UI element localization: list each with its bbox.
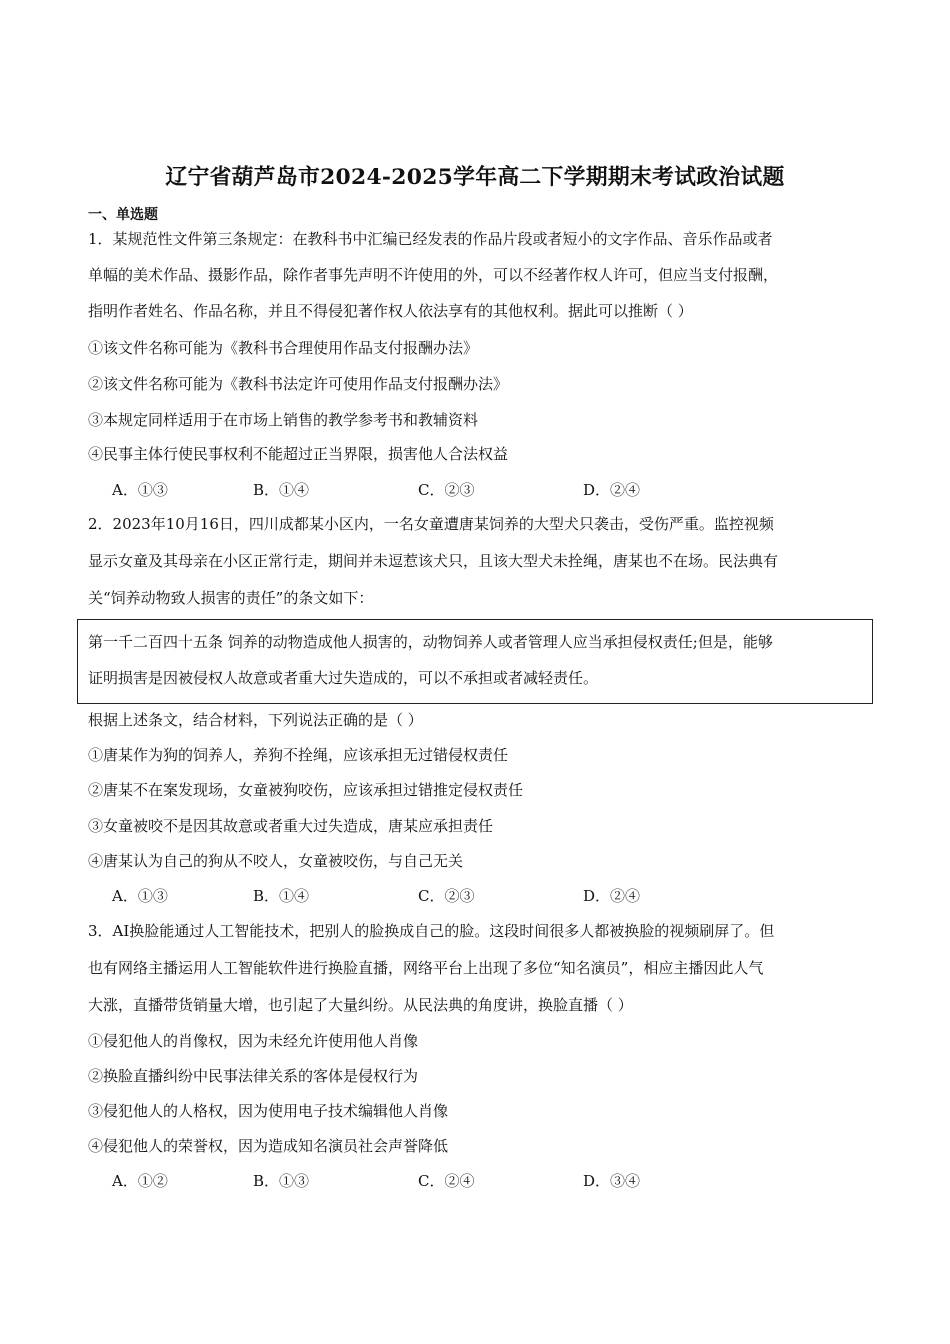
q2-stem-line-1: 2．2023年10月16日，四川成都某小区内，一名女童遭唐某饲养的大型犬只袭击，受伤严重。监控视频 bbox=[88, 515, 774, 533]
q2-option-1: ①唐某作为狗的饲养人，养狗不拴绳，应该承担无过错侵权责任 bbox=[88, 746, 509, 764]
q3-option-2: ②换脸直播纠纷中民事法律关系的客体是侵权行为 bbox=[88, 1067, 419, 1085]
q2-prompt: 根据上述条文，结合材料，下列说法正确的是（ ） bbox=[88, 711, 423, 729]
q2-option-3: ③女童被咬不是因其故意或者重大过失造成，唐某应承担责任 bbox=[88, 817, 494, 835]
q2-option-4: ④唐某认为自己的狗从不咬人，女童被咬伤，与自己无关 bbox=[88, 852, 464, 870]
q1-option-2: ②该文件名称可能为《教科书法定许可使用作品支付报酬办法》 bbox=[88, 375, 509, 393]
q3-choice-c[interactable]: C．②④ bbox=[418, 1172, 475, 1190]
q3-option-4: ④侵犯他人的荣誉权，因为造成知名演员社会声誉降低 bbox=[88, 1137, 449, 1155]
law-article-line-2: 证明损害是因被侵权人故意或者重大过失造成的，可以不承担或者减轻责任。 bbox=[88, 669, 599, 687]
q3-stem-line-1: 3．AI换脸能通过人工智能技术，把别人的脸换成自己的脸。这段时间很多人都被换脸的视频刷屏了。但 bbox=[88, 922, 775, 940]
q2-choice-c[interactable]: C．②③ bbox=[418, 887, 475, 905]
q1-choice-a[interactable]: A．①③ bbox=[112, 481, 168, 499]
q1-stem-line-1: 1．某规范性文件第三条规定：在教科书中汇编已经发表的作品片段或者短小的文字作品、音乐作品或者 bbox=[88, 230, 773, 248]
q1-choice-d[interactable]: D．②④ bbox=[583, 481, 641, 499]
q2-choice-b[interactable]: B．①④ bbox=[253, 887, 310, 905]
q3-option-3: ③侵犯他人的人格权，因为使用电子技术编辑他人肖像 bbox=[88, 1102, 449, 1120]
law-article-box bbox=[77, 619, 873, 704]
law-article-line-1: 第一千二百四十五条 饲养的动物造成他人损害的，动物饲养人或者管理人应当承担侵权责任;但是，能够 bbox=[88, 633, 773, 651]
q3-stem-line-3: 大涨，直播带货销量大增，也引起了大量纠纷。从民法典的角度讲，换脸直播（ ） bbox=[88, 996, 633, 1014]
q2-option-2: ②唐某不在案发现场，女童被狗咬伤，应该承担过错推定侵权责任 bbox=[88, 781, 524, 799]
page-title: 辽宁省葫芦岛市2024-2025学年高二下学期期末考试政治试题 bbox=[165, 165, 785, 190]
section-heading: 一、单选题 bbox=[88, 207, 158, 223]
q3-choice-d[interactable]: D．③④ bbox=[583, 1172, 641, 1190]
q3-stem-line-2: 也有网络主播运用人工智能软件进行换脸直播，网络平台上出现了多位“知名演员”，相应主播因此人气 bbox=[88, 959, 764, 977]
q1-option-4: ④民事主体行使民事权利不能超过正当界限，损害他人合法权益 bbox=[88, 445, 509, 463]
q1-option-3: ③本规定同样适用于在市场上销售的教学参考书和教辅资料 bbox=[88, 411, 479, 429]
q1-option-1: ①该文件名称可能为《教科书合理使用作品支付报酬办法》 bbox=[88, 339, 479, 357]
q1-stem-line-2: 单幅的美术作品、摄影作品，除作者事先声明不许使用的外，可以不经著作权人许可，但应当支付报酬， bbox=[88, 266, 779, 284]
q2-choice-d[interactable]: D．②④ bbox=[583, 887, 641, 905]
q3-option-1: ①侵犯他人的肖像权，因为未经允许使用他人肖像 bbox=[88, 1032, 419, 1050]
q1-choice-b[interactable]: B．①④ bbox=[253, 481, 310, 499]
q3-choice-a[interactable]: A．①② bbox=[112, 1172, 168, 1190]
q2-stem-line-2: 显示女童及其母亲在小区正常行走，期间并未逗惹该犬只，且该大型犬未拴绳，唐某也不在场。民法典有 bbox=[88, 552, 779, 570]
q2-stem-line-3: 关“饲养动物致人损害的责任”的条文如下： bbox=[88, 589, 374, 607]
q1-choice-c[interactable]: C．②③ bbox=[418, 481, 475, 499]
q3-choice-b[interactable]: B．①③ bbox=[253, 1172, 310, 1190]
q1-stem-line-3: 指明作者姓名、作品名称，并且不得侵犯著作权人依法享有的其他权利。据此可以推断（ ） bbox=[88, 302, 693, 320]
q2-choice-a[interactable]: A．①③ bbox=[112, 887, 168, 905]
